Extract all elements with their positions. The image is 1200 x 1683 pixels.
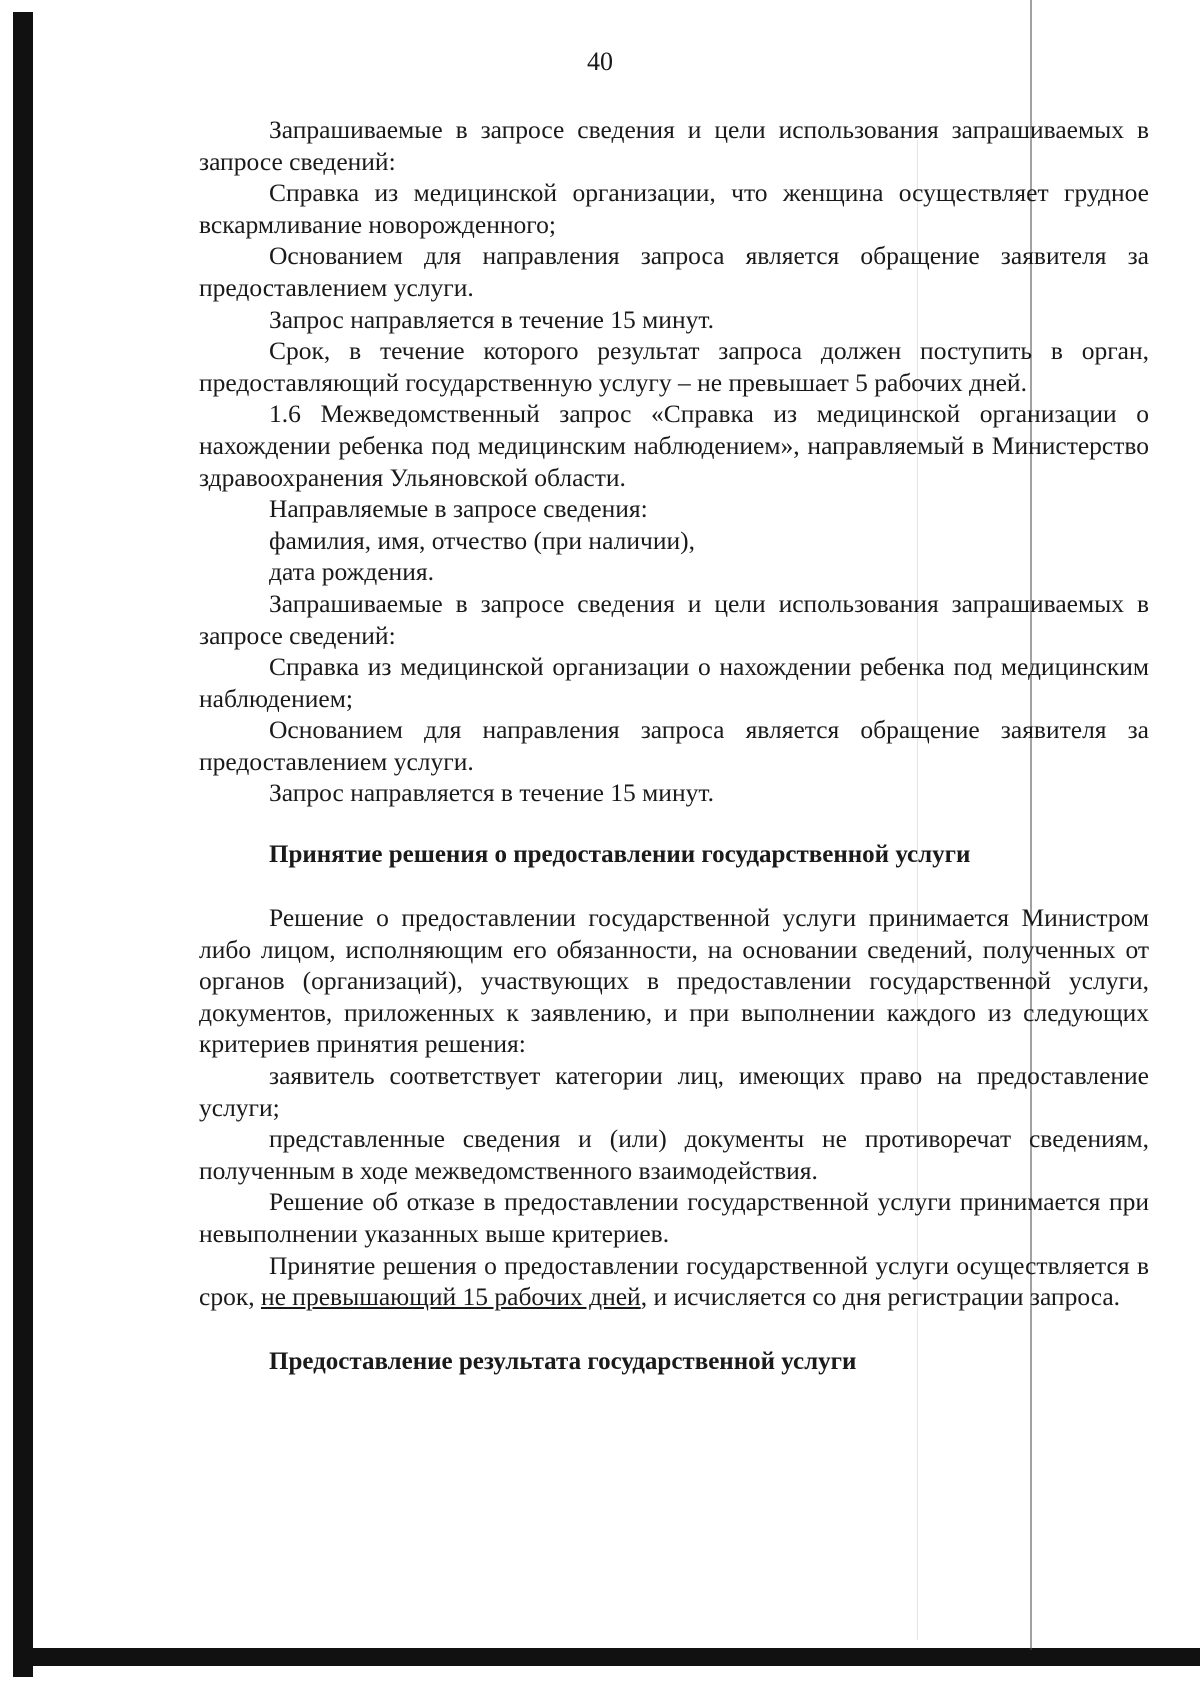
document-body bbox=[199, 114, 1149, 1378]
paragraph: Решение об отказе в предоставлении государственной услуги принимается при невыполнении указанных выше критериев. bbox=[199, 1187, 1149, 1248]
paragraph: Справка из медицинской организации о нахождении ребенка под медицинским наблюдением; bbox=[199, 652, 1149, 713]
scan-edge-bottom bbox=[13, 1648, 1200, 1666]
paragraph: дата рождения. bbox=[269, 557, 434, 587]
paragraph: заявитель соответствует категории лиц, имеющих право на предоставление услуги; bbox=[199, 1061, 1149, 1122]
paragraph: Запрашиваемые в запросе сведения и цели использования запрашиваемых в запросе сведений: bbox=[199, 588, 1149, 650]
paragraph: фамилия, имя, отчество (при наличии), bbox=[269, 525, 695, 555]
paragraph: Основанием для направления запроса является обращение заявителя за предоставлением услуги. bbox=[199, 241, 1149, 302]
paragraph: Запрашиваемые в запросе сведения и цели использования запрашиваемых в запросе сведений: bbox=[199, 115, 1149, 176]
paragraph-deadline bbox=[199, 1250, 1149, 1313]
paragraph: представленные сведения и (или) документы не противоречат сведениям, полученным в ходе межведомственного взаимодействия. bbox=[199, 1124, 1149, 1185]
section-heading-result: Предоставление результата государственной услуги bbox=[269, 1347, 857, 1375]
paragraph: Запрос направляется в течение 15 минут. bbox=[269, 778, 714, 808]
deadline-text-after: , и исчисляется со дня регистрации запроса. bbox=[640, 1282, 1121, 1312]
paragraph: Направляемые в запросе сведения: bbox=[269, 494, 648, 524]
deadline-text-before: Принятие решения о предоставлении государственной услуги осуществляется в срок, bbox=[199, 1250, 1149, 1312]
paragraph: Решение о предоставлении государственной услуги принимается Министром либо лицом, исполняющим его обязанности, на основании сведений, полученных от органов (организаций), участвующих в предоставлении государственной услуги, документов, приложенных к заявлению, и при выполнении каждого из следующих критериев принятия решения: bbox=[199, 903, 1149, 1059]
paragraph: Запрос направляется в течение 15 минут. bbox=[269, 304, 714, 334]
paragraph: 1.6 Межведомственный запрос «Справка из медицинской организации о нахождении ребенка под медицинским наблюдением», направляемый в Министерство здравоохранения Ульяновской области. bbox=[199, 399, 1149, 492]
paragraph: Основанием для направления запроса является обращение заявителя за предоставлением услуги. bbox=[199, 715, 1149, 776]
scan-edge-left bbox=[13, 12, 33, 1677]
paragraph: Справка из медицинской организации, что женщина осуществляет грудное вскармливание новорожденного; bbox=[199, 178, 1149, 239]
page-number: 40 bbox=[587, 47, 613, 76]
section-heading-decision: Принятие решения о предоставлении государственной услуги bbox=[269, 841, 971, 869]
deadline-underlined-term: не превышающий 15 рабочих дней bbox=[260, 1282, 641, 1312]
paragraph: Срок, в течение которого результат запроса должен поступить в орган, предоставляющий государственную услугу – не превышает 5 рабочих дней. bbox=[199, 336, 1149, 397]
